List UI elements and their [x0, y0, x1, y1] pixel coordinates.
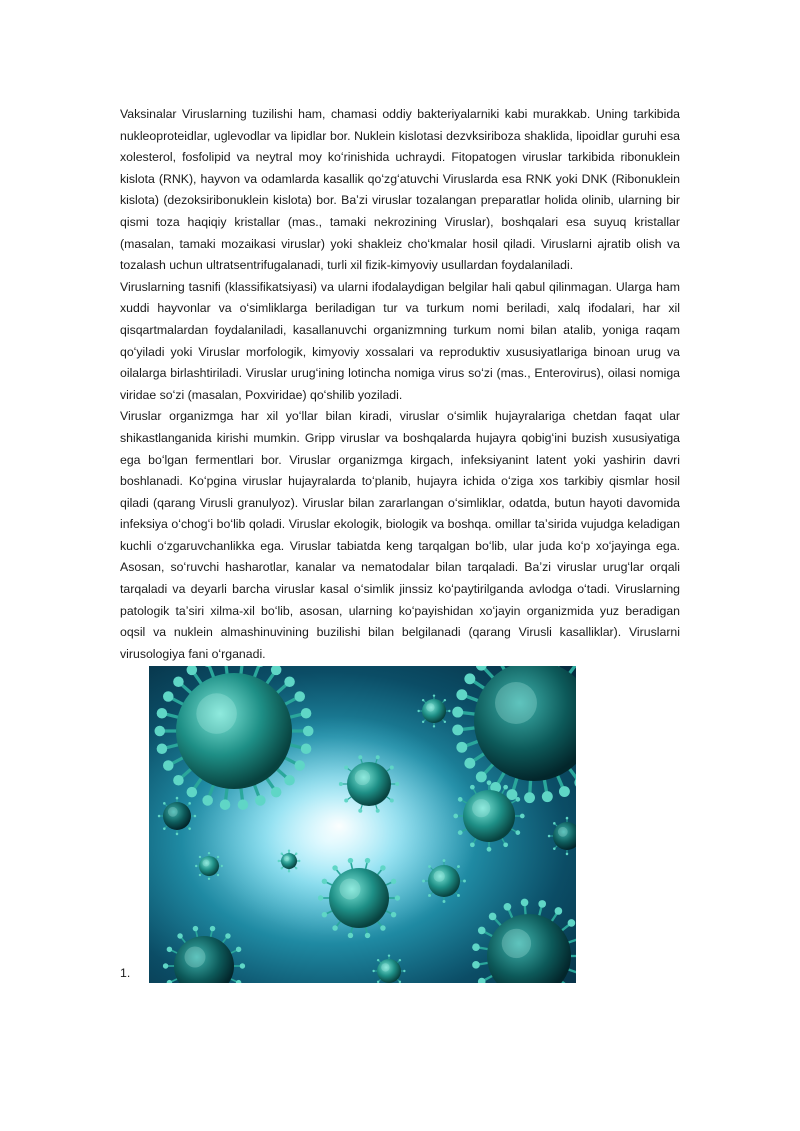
paragraph-infection: Viruslar organizmga har xil yoʻllar bilan kiradi, viruslar oʻsimlik hujayralariga chetdan faqat ular shikastlanganida kirishi mumkin. Gripp viruslar va boshqalarda hujayra qobigʻini buzish xususiyatiga ega boʻlgan fermentlari bor. Viruslar organizmga kirgach, infeksiyanint latent yoki yashirin davri boshlanadi. Koʻpgina viruslar hujayralarda toʻplanib, hujayra ichida oʻziga xos tarkibiy qismlar hosil qiladi (qarang Virusli granulyoz). Viruslar bilan zararlangan oʻsimliklar, odatda, butun hayoti davomida infeksiya oʻchogʻi boʻlib qoladi. Viruslar ekologik, biologik va boshqa. omillar taʼsirida vujudga keladigan kuchli oʻzgaruvchanlikka ega. Viruslar tabiatda keng tarqalgan boʻlib, ular juda koʻp xoʻjayinga ega. Asosan, soʻruvchi hasharotlar, kanalar va nematodalar bilan tarqaladi. Baʼzi viruslar urugʻlar orqali tarqaladi va deyarli barcha viruslar kasal oʻsimlik jinssiz koʻpaytirilganda avlodga oʻtadi. Viruslarning patologik taʼsiri xilma-xil boʻlib, asosan, ularning koʻpayishidan xoʻjayin organizmida yuz beradigan oqsil va nuklein almashinuvining buzilishi bilan belgilanadi (qarang Virusli kasalliklar). Viruslarni virusologiya fani oʻrganadi. — [120, 409, 680, 661]
virus-particle — [472, 899, 576, 983]
paragraph-structure: Vaksinalar Viruslarning tuzilishi ham, chamasi oddiy bakteriyalarniki kabi murakkab. Uning tarkibida nukleoproteidlar, uglevodlar va lipidlar bor. Nuklein kislotasi dezvksiriboza shaklida, lipoidlar guruhi esa xolesterol, fosfolipid va neytral moy koʻrinishida uchraydi. Fitopatogen viruslar tarkibida ribonuklein kislota (RNK), hayvon va odamlarda kasallik qoʻzgʻatuvchi Viruslarda esa RNK yoki DNK (Ribonuklein kislota) (dezoksiribonuklein kislota) bor. Baʼzi viruslar tozalangan preparatlar holida olinib, ularning bir qismi toza haqiqiy kristallar (mas., tamaki nekrozining Viruslar), boshqalari esa suyuq kristallar (masalan, tamaki mozaikasi viruslar) yoki shakleiz choʻkmalar hosil qiladi. Viruslarni ajratib olish va tozalash uchun ultratsentrifugalanadi, turli xil fizik-kimyoviy usullardan foydalaniladi. — [120, 107, 680, 273]
virus-particle — [422, 860, 466, 904]
document-page — [120, 104, 680, 984]
virus-particle — [195, 852, 223, 880]
list-number: 1. — [120, 965, 131, 980]
virus-particle — [417, 695, 450, 728]
figure-list-item — [120, 666, 680, 984]
virus-particle — [372, 955, 405, 984]
paragraph-classification: Viruslarning tasnifi (klassifikatsiyasi) va ularni ifodalaydigan belgilar hali qabul qilinmagan. Ularga ham xuddi hayvonlar va oʻsimliklarga beriladigan tur va turkum nomi beriladi, xalq ifodalari, har xil qisqartmalardan foydalaniladi, kasallanuvchi organizmning turkum nomi bilan atalib, yoniga raqam qoʻyiladi yoki Viruslar morfologik, kimyoviy xossalari va reproduktiv xususiyatlariga binoan urug va oilalarga birlashtiriladi. Viruslar urugʻining lotincha nomiga virus soʻzi (mas., Enterovirus), oilasi nomiga viridae soʻzi (masalan, Poxviridae) qoʻshilib yoziladi. — [120, 279, 680, 402]
virus-particle — [278, 850, 301, 873]
virus-illustration-image — [149, 666, 576, 983]
virus-particle — [158, 797, 196, 835]
virus-particle — [452, 666, 576, 803]
virus-particle — [163, 926, 245, 983]
virus-particle — [548, 817, 576, 855]
